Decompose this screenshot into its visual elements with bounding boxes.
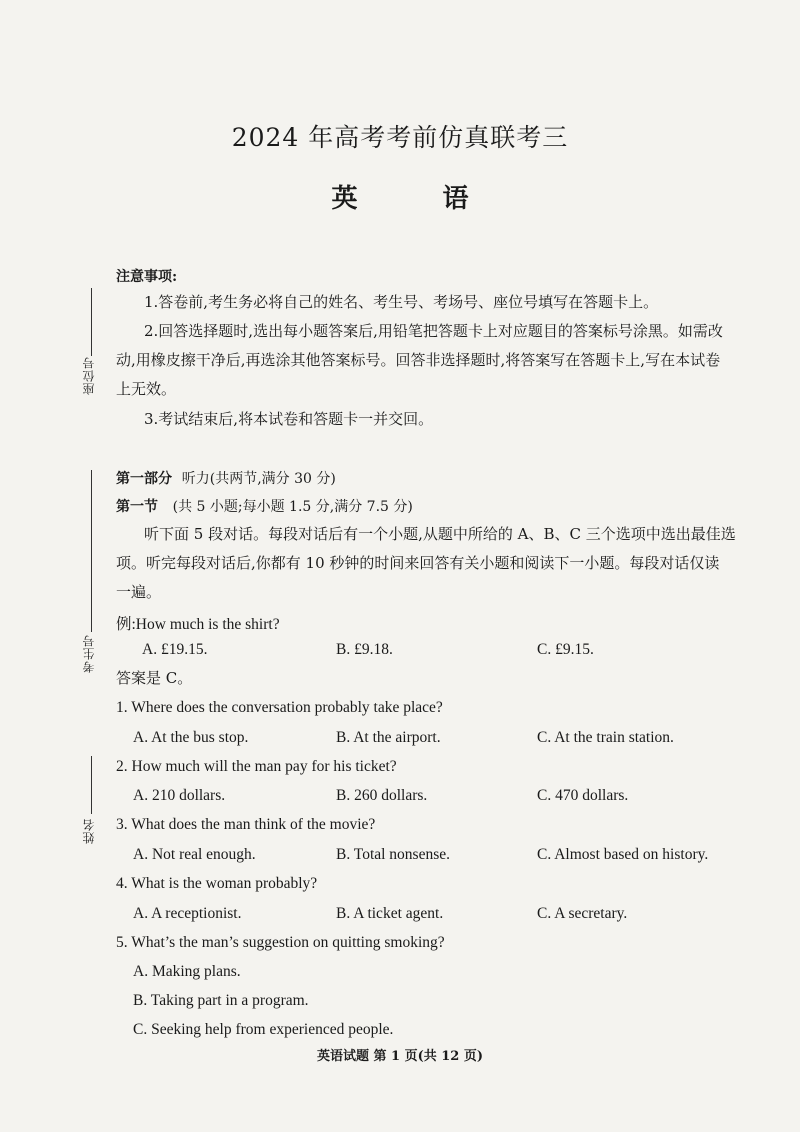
q5-option-c: C. Seeking help from experienced people. [133, 1021, 394, 1038]
q3-option-a: A. Not real enough. [133, 846, 256, 863]
part-1-heading [116, 468, 336, 488]
q4-option-a: A. A receptionist. [133, 905, 242, 922]
q4-option-b: B. A ticket agent. [336, 905, 444, 922]
name-label: 姓名 [82, 818, 96, 844]
seat-label: 座位号 [82, 356, 96, 395]
name-line [91, 756, 92, 814]
notice-heading: 注意事项: [116, 269, 178, 285]
example-answer: 答案是 C。 [116, 669, 193, 687]
notice-item-2-line-1: 2.回答选择题时,选出每小题答案后,用铅笔把答题卡上对应题目的答案标号涂黑。如需改 [144, 322, 723, 340]
section-1-heading [116, 496, 413, 516]
q1-option-a: A. At the bus stop. [133, 729, 249, 746]
q2-option-a: A. 210 dollars. [133, 787, 226, 804]
exam-no-label: 考生号 [82, 634, 96, 673]
example-question: 例:How much is the shirt? [116, 616, 280, 633]
notice-item-3: 3.考试结束后,将本试卷和答题卡一并交回。 [144, 410, 434, 428]
q3-option-b: B. Total nonsense. [336, 846, 451, 863]
page-footer: 英语试题 第 1 页(共 12 页) [316, 1049, 484, 1064]
q3-option-c: C. Almost based on history. [537, 846, 709, 863]
section-1-desc: (共 5 小题;每小题 1.5 分,满分 7.5 分) [172, 499, 413, 515]
q4-option-c: C. A secretary. [537, 905, 628, 922]
q1-option-c: C. At the train station. [537, 729, 674, 746]
q2-option-b: B. 260 dollars. [336, 787, 428, 804]
exam-no-line [91, 470, 92, 632]
example-option-c: C. £9.15. [537, 641, 594, 658]
instructions-line-3: 一遍。 [116, 583, 162, 601]
question-2: 2. How much will the man pay for his ticket? [116, 758, 397, 775]
exam-title: 2024 年高考考前仿真联考三 [231, 123, 569, 152]
section-1-label: 第一节 [116, 499, 158, 515]
question-3: 3. What does the man think of the movie? [116, 816, 376, 833]
question-5: 5. What’s the man’s suggestion on quitting smoking? [116, 934, 445, 951]
part-1-desc: 听力(共两节,满分 30 分) [181, 471, 336, 487]
notice-item-1: 1.答卷前,考生务必将自己的姓名、考生号、考场号、座位号填写在答题卡上。 [144, 293, 659, 311]
q1-option-b: B. At the airport. [336, 729, 441, 746]
example-option-a: A. £19.15. [142, 641, 208, 658]
notice-item-2-line-2: 动,用橡皮擦干净后,再选涂其他答案标号。回答非选择题时,将答案写在答题卡上,写在本试卷 [116, 351, 721, 369]
q5-option-a: A. Making plans. [133, 963, 241, 980]
q2-option-c: C. 470 dollars. [537, 787, 629, 804]
instructions-line-2: 项。听完每段对话后,你都有 10 秒钟的时间来回答有关小题和阅读下一小题。每段对话仅读 [116, 554, 720, 572]
example-option-b: B. £9.18. [336, 641, 393, 658]
q5-option-b: B. Taking part in a program. [133, 992, 309, 1009]
subject-title: 英 语 [331, 184, 507, 214]
notice-item-2-line-3: 上无效。 [116, 380, 177, 398]
question-4: 4. What is the woman probably? [116, 875, 318, 892]
question-1: 1. Where does the conversation probably take place? [116, 699, 443, 716]
instructions-line-1: 听下面 5 段对话。每段对话后有一个小题,从题中所给的 A、B、C 三个选项中选出最佳选 [144, 525, 736, 543]
part-1-label: 第一部分 [116, 471, 172, 487]
seat-line [91, 288, 92, 356]
